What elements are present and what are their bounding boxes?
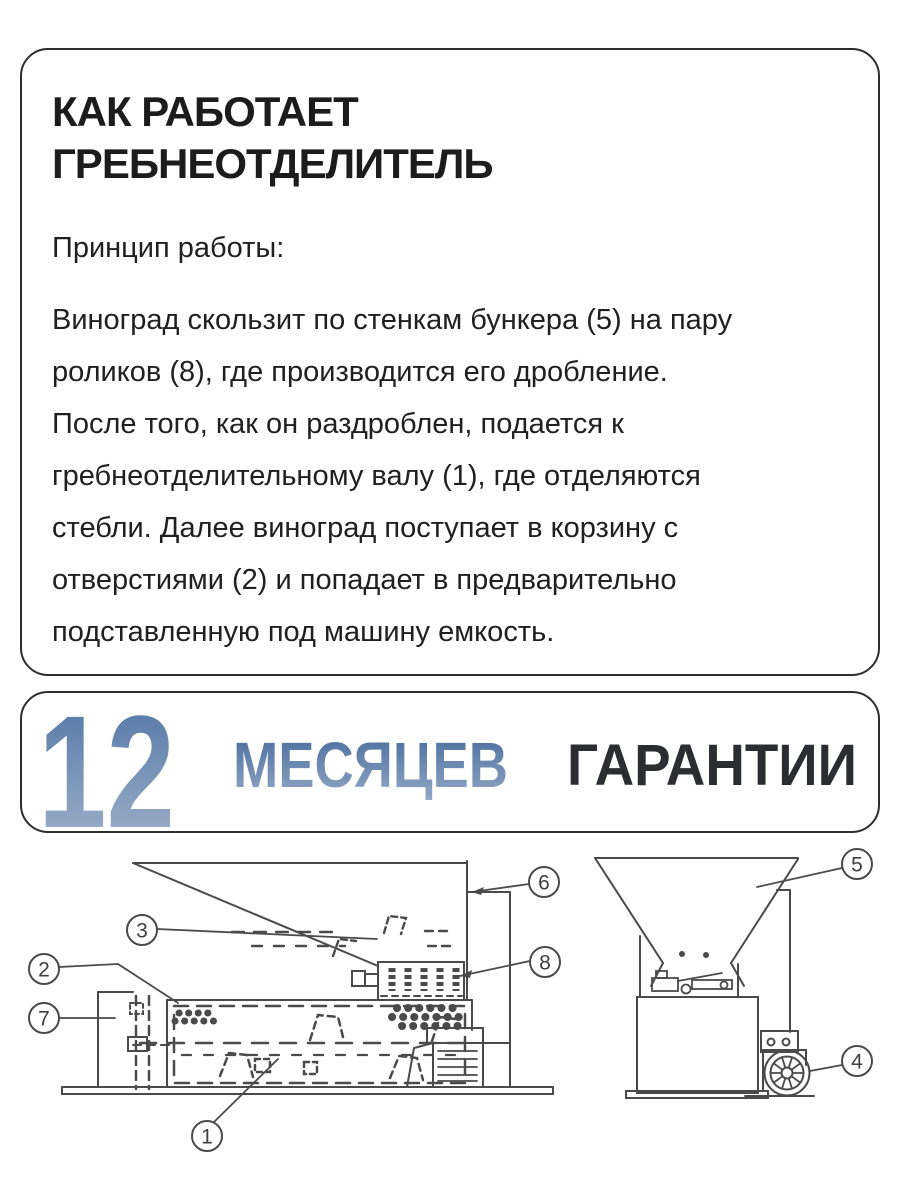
title-line-1: КАК РАБОТАЕТ	[52, 88, 358, 135]
callout-8-label: 8	[539, 951, 551, 975]
side-view-group	[29, 861, 560, 1151]
card-title	[52, 86, 848, 190]
body-line: отверстиями (2) и попадает в предварительно	[52, 564, 677, 596]
subtitle: Принцип работы:	[52, 232, 285, 264]
support-column	[777, 890, 790, 1032]
callout-1-label: 1	[201, 1125, 213, 1149]
body-line: роликов (8), где производится его дробление.	[52, 356, 668, 388]
callout-4-label: 4	[851, 1050, 863, 1074]
callout-2-label: 2	[38, 958, 50, 982]
body-line: подставленную под машину емкость.	[52, 616, 555, 648]
callout-3-label: 3	[136, 919, 148, 943]
destemmer-diagram-svg	[0, 840, 900, 1200]
body-paragraph	[52, 294, 848, 658]
body-line: стебли. Далее виноград поступает в корзину с	[52, 512, 679, 544]
callout-5-label: 5	[851, 853, 863, 877]
warranty-number: 12	[38, 693, 175, 831]
warranty-guarantee-label: ГАРАНТИИ	[567, 733, 857, 798]
warranty-banner-svg	[22, 693, 878, 831]
end-view-group	[595, 849, 872, 1098]
left-pedestal	[98, 992, 174, 1089]
end-view-leaders	[757, 868, 842, 1071]
callout-6-label: 6	[538, 871, 550, 895]
title-line-2: ГРЕБНЕОТДЕЛИТЕЛЬ	[52, 140, 493, 187]
machine-body-end	[626, 997, 814, 1098]
crusher-internals-end	[652, 971, 732, 994]
body-line: После того, как он раздроблен, подается к	[52, 408, 624, 440]
how-it-works-card	[20, 48, 880, 676]
motor-end	[761, 1031, 810, 1096]
basket-perforations	[175, 1008, 465, 1026]
warranty-months-label: МЕСЯЦЕВ	[233, 729, 508, 801]
body-line: гребнеотделительному валу (1), где отделяются	[52, 460, 701, 492]
warranty-card	[20, 691, 880, 833]
hopper-side-outline	[133, 861, 510, 1086]
body-line: Виноград скользит по стенкам бункера (5) на пару	[52, 304, 733, 336]
callout-7-label: 7	[38, 1007, 50, 1031]
crusher-roller-box	[352, 962, 464, 1000]
hopper-end-outline	[595, 858, 798, 997]
fan-spokes	[771, 1058, 803, 1088]
